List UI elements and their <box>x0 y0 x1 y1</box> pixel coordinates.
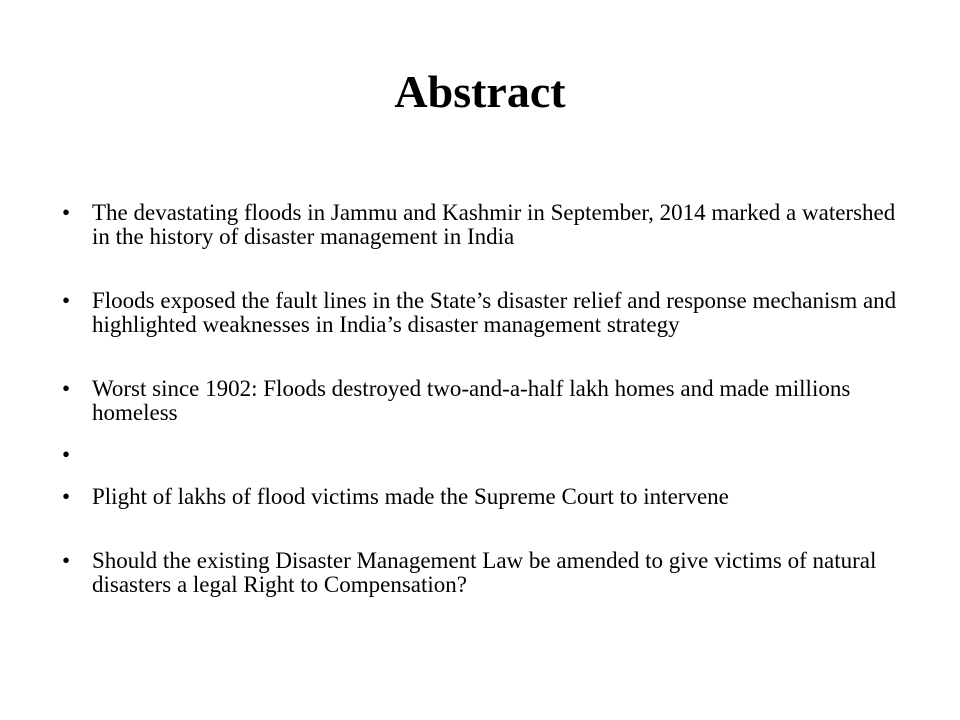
bullet-text: Plight of lakhs of flood victims made the Supreme Court to intervene <box>92 484 729 509</box>
bullet-text: The devastating floods in Jammu and Kashmir in September, 2014 marked a watershed in the history of disaster management in India <box>92 200 896 249</box>
bullet-item <box>62 289 902 337</box>
bullet-dot: • <box>62 288 71 313</box>
bullet-text: Floods exposed the fault lines in the State’s disaster relief and response mechanism and highlighted weaknesses in India’s disaster management strategy <box>92 288 897 337</box>
bullet-item <box>62 549 902 597</box>
bullet-item <box>62 485 902 509</box>
bullet-text <box>92 443 902 467</box>
bullet-dot: • <box>62 548 71 573</box>
bullet-dot: • <box>62 200 71 225</box>
slide-title: Abstract <box>394 66 566 117</box>
bullet-dot: • <box>62 442 71 467</box>
bullet-item-empty <box>62 443 902 467</box>
bullet-text: Worst since 1902: Floods destroyed two-and-a-half lakh homes and made millions homeless <box>92 376 851 425</box>
bullet-text: Should the existing Disaster Management Law be amended to give victims of natural disasters a legal Right to Compensation? <box>92 548 877 597</box>
bullet-item <box>62 377 902 425</box>
bullet-list <box>62 201 902 597</box>
bullet-dot: • <box>62 484 71 509</box>
bullet-item <box>62 201 902 249</box>
bullet-dot: • <box>62 376 71 401</box>
